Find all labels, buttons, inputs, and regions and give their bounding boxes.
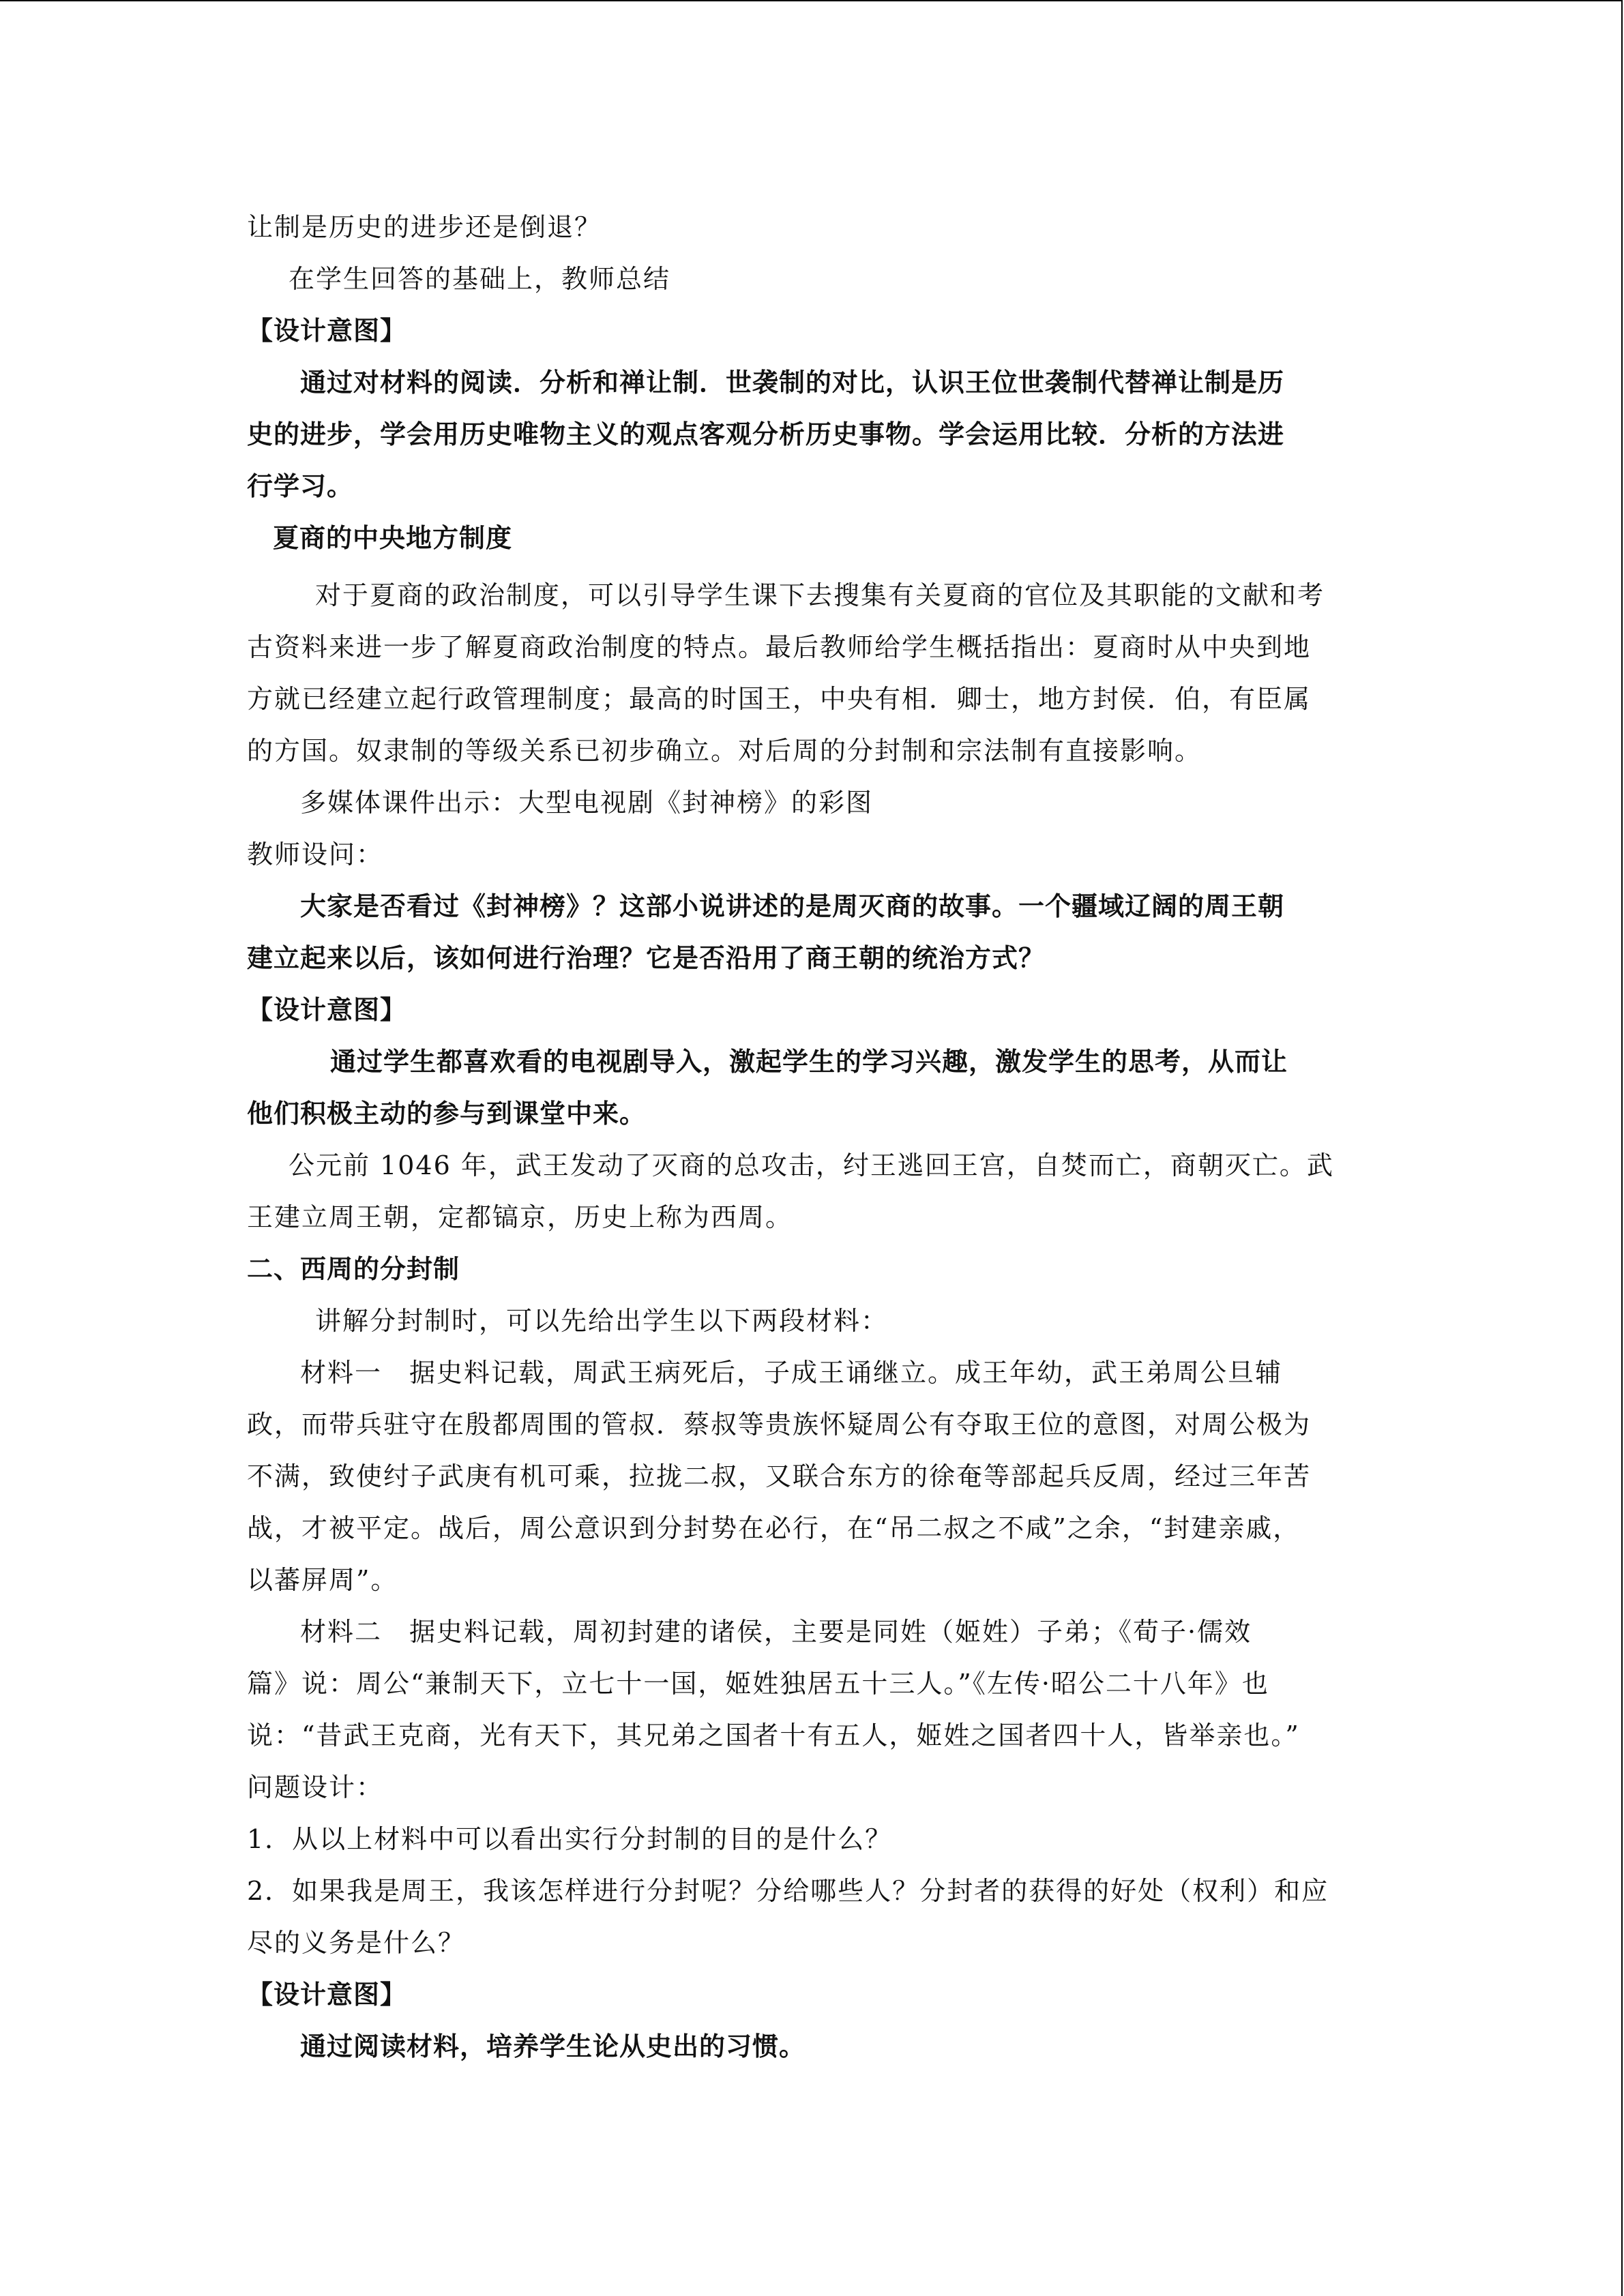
text-line: 政，而带兵驻守在殷都周围的管叔．蔡叔等贵族怀疑周公有夺取王位的意图，对周公极为 bbox=[247, 1410, 1312, 1440]
text-line: 方就已经建立起行政管理制度；最高的时国王，中央有相．卿士，地方封侯．伯，有臣属 bbox=[247, 684, 1312, 714]
text-line: 篇》说：周公“兼制天下，立七十一国，姬姓独居五十三人。”《左传·昭公二十八年》也 bbox=[247, 1669, 1269, 1699]
text-line: 古资料来进一步了解夏商政治制度的特点。最后教师给学生概括指出：夏商时从中央到地 bbox=[247, 632, 1312, 662]
section-heading: 夏商的中央地方制度 bbox=[273, 523, 513, 553]
text-line: 在学生回答的基础上，教师总结 bbox=[289, 264, 671, 294]
text-line: 问题设计： bbox=[247, 1772, 384, 1802]
text-line: 尽的义务是什么？ bbox=[247, 1928, 466, 1958]
section-heading: 【设计意图】 bbox=[247, 995, 407, 1025]
text-line: 王建立周王朝，定都镐京，历史上称为西周。 bbox=[247, 1202, 793, 1232]
text-line: 公元前 1046 年，武王发动了灭商的总攻击，纣王逃回王宫，自焚而亡，商朝灭亡。武 bbox=[289, 1150, 1334, 1180]
text-line: 以蕃屏周”。 bbox=[247, 1565, 398, 1595]
text-line: 通过对材料的阅读．分析和禅让制．世袭制的对比，认识王位世袭制代替禅让制是历 bbox=[300, 368, 1285, 398]
text-line: 建立起来以后，该如何进行治理？它是否沿用了商王朝的统治方式？ bbox=[247, 943, 1046, 973]
text-line: 讲解分封制时，可以先给出学生以下两段材料： bbox=[315, 1306, 889, 1336]
text-line: 战，才被平定。战后，周公意识到分封势在必行，在“吊二叔之不咸”之余，“封建亲戚， bbox=[247, 1513, 1301, 1543]
text-line: 通过阅读材料，培养学生论从史出的习惯。 bbox=[300, 2031, 806, 2061]
section-heading: 【设计意图】 bbox=[247, 1980, 407, 2010]
text-line: 说：“昔武王克商，光有天下，其兄弟之国者十有五人，姬姓之国者四十人，皆举亲也。” bbox=[247, 1720, 1300, 1750]
text-line: 通过学生都喜欢看的电视剧导入，激起学生的学习兴趣，激发学生的思考，从而让 bbox=[330, 1047, 1288, 1077]
section-heading: 二、西周的分封制 bbox=[247, 1254, 460, 1284]
text-line: 教师设问： bbox=[247, 839, 384, 869]
text-line: 行学习。 bbox=[247, 471, 354, 501]
text-line: 2．如果我是周王，我该怎样进行分封呢？分给哪些人？分封者的获得的好处（权利）和应 bbox=[247, 1876, 1329, 1906]
text-line: 的方国。奴隶制的等级关系已初步确立。对后周的分封制和宗法制有直接影响。 bbox=[247, 736, 1202, 766]
text-line: 对于夏商的政治制度，可以引导学生课下去搜集有关夏商的官位及其职能的文献和考 bbox=[315, 580, 1325, 610]
text-line: 大家是否看过《封神榜》？这部小说讲述的是周灭商的故事。一个疆域辽阔的周王朝 bbox=[300, 891, 1285, 921]
text-line: 史的进步，学会用历史唯物主义的观点客观分析历史事物。学会运用比较．分析的方法进 bbox=[247, 419, 1285, 449]
text-line: 不满，致使纣子武庚有机可乘，拉拢二叔，又联合东方的徐奄等部起兵反周，经过三年苦 bbox=[247, 1461, 1312, 1491]
text-line: 材料一 据史料记载，周武王病死后，子成王诵继立。成王年幼，武王弟周公旦辅 bbox=[300, 1358, 1283, 1388]
text-line: 多媒体课件出示：大型电视剧《封神榜》的彩图 bbox=[300, 788, 874, 818]
text-line: 材料二 据史料记载，周初封建的诸侯，主要是同姓（姬姓）子弟；《荀子·儒效 bbox=[300, 1617, 1252, 1647]
text-line: 1．从以上材料中可以看出实行分封制的目的是什么？ bbox=[247, 1824, 893, 1854]
text-line: 他们积极主动的参与到课堂中来。 bbox=[247, 1099, 647, 1129]
text-line: 让制是历史的进步还是倒退？ bbox=[247, 212, 602, 242]
section-heading: 【设计意图】 bbox=[247, 316, 407, 346]
